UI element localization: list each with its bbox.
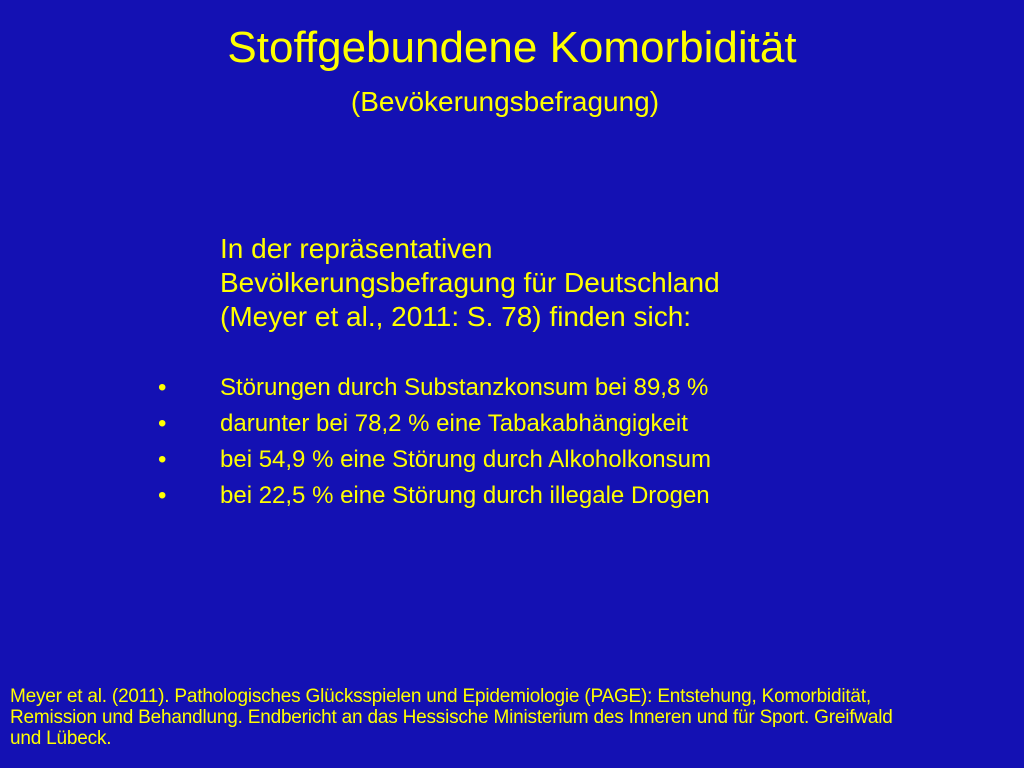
finding-item: [158, 406, 958, 442]
intro-line: In der repräsentativen: [220, 233, 493, 264]
intro-line: Bevölkerungsbefragung für Deutschland: [220, 267, 720, 298]
bullet-icon: •: [158, 446, 167, 473]
slide-subtitle: (Bevökerungsbefragung): [350, 86, 660, 117]
finding-item: [158, 442, 958, 478]
reference-line: Remission und Behandlung. Endbericht an das Hessische Ministerium des Inneren und für Sport. Greifwald: [10, 707, 893, 728]
finding-text: Störungen durch Substanzkonsum bei 89,8 %: [220, 374, 709, 401]
reference-citation: [10, 686, 1014, 749]
finding-text: bei 54,9 % eine Störung durch Alkoholkonsum: [220, 446, 711, 473]
finding-text: darunter bei 78,2 % eine Tabakabhängigkeit: [220, 410, 688, 437]
bullet-icon: •: [158, 374, 167, 401]
reference-line: und Lübeck.: [10, 728, 112, 749]
intro-line: (Meyer et al., 2011: S. 78) finden sich:: [220, 301, 692, 332]
finding-item: [158, 478, 958, 514]
intro-text: [220, 232, 920, 334]
findings-list: [158, 370, 958, 514]
reference-line: Meyer et al. (2011). Pathologisches Glücksspielen und Epidemiologie (PAGE): Entstehung, Komorbidität,: [10, 686, 871, 707]
bullet-icon: •: [158, 410, 167, 437]
finding-text: bei 22,5 % eine Störung durch illegale Drogen: [220, 482, 710, 509]
slide-title: Stoffgebundene Komorbidität: [227, 23, 797, 72]
finding-item: [158, 370, 958, 406]
bullet-icon: •: [158, 482, 167, 509]
